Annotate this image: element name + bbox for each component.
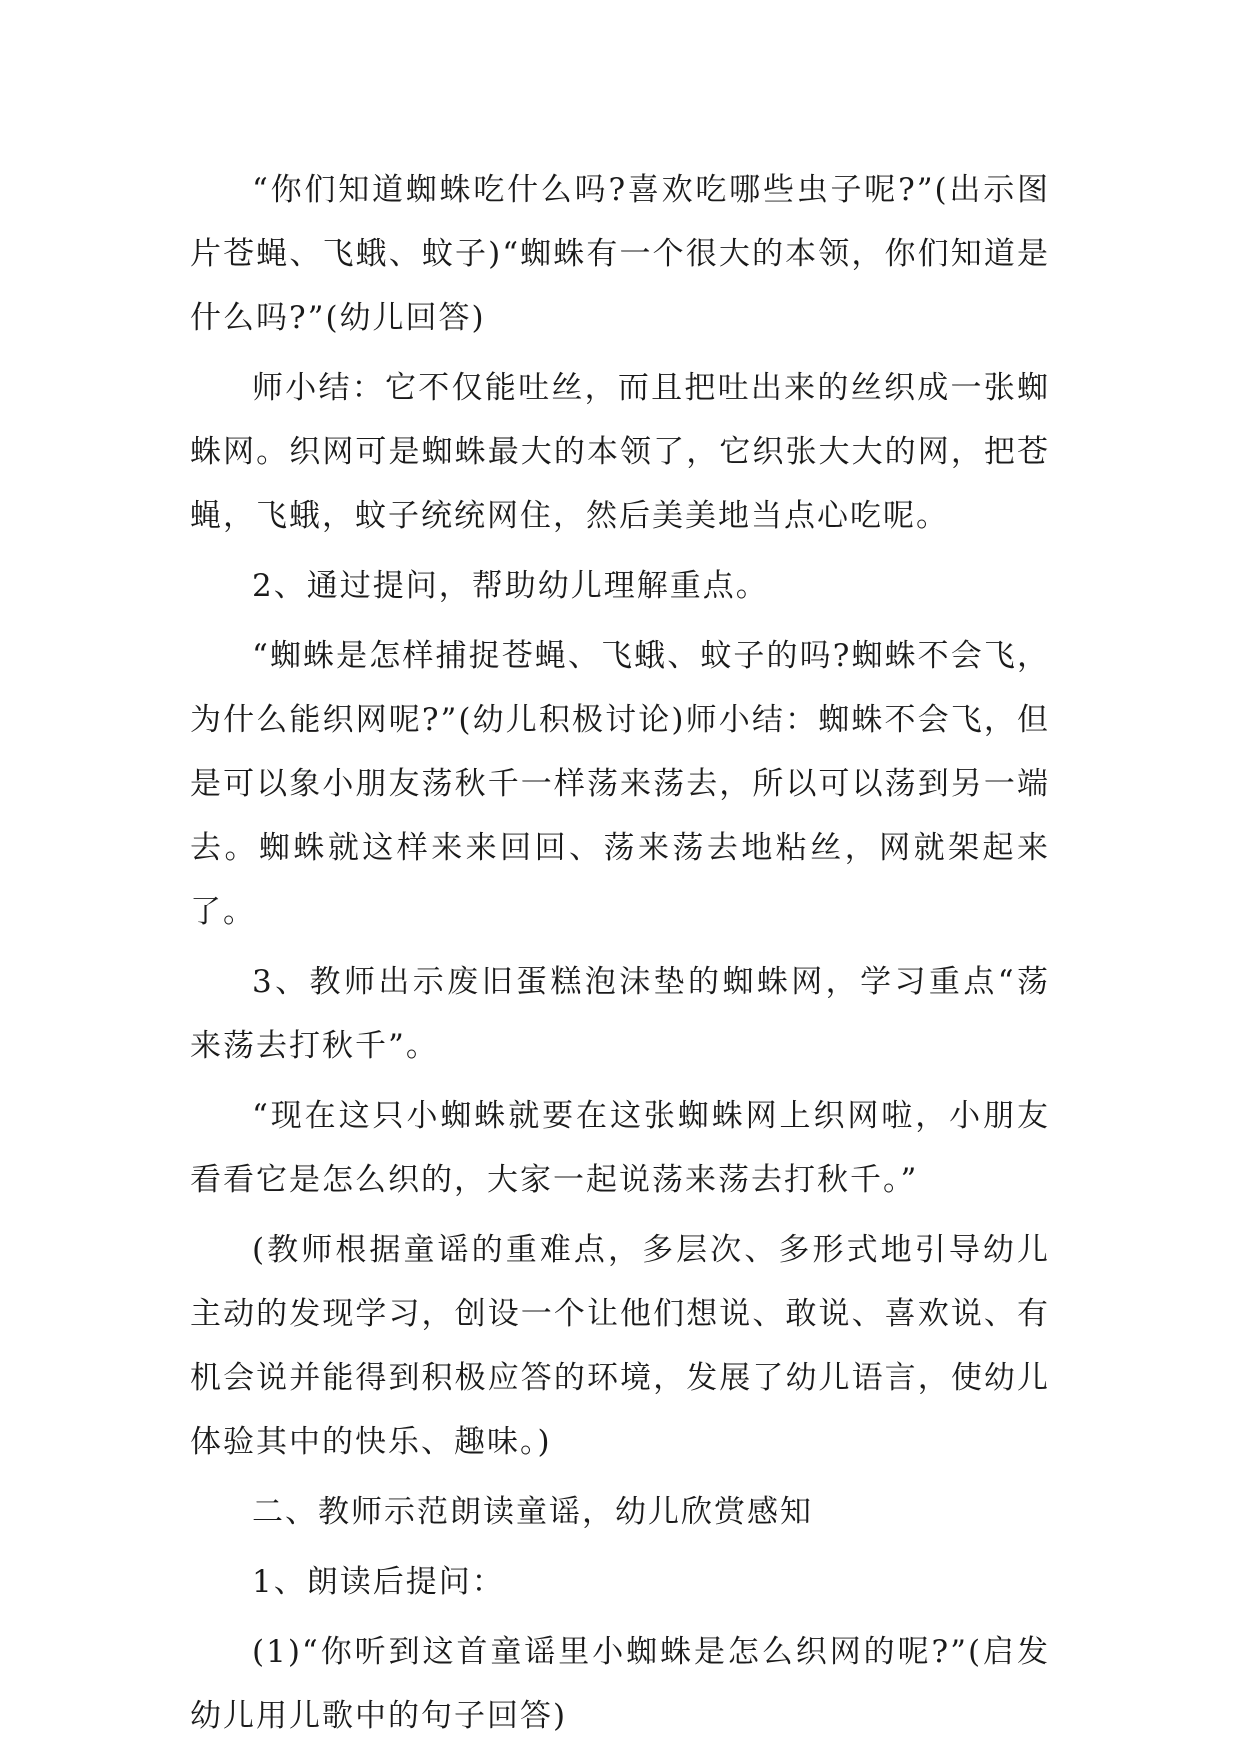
- paragraph-2: 师小结：它不仅能吐丝，而且把吐出来的丝织成一张蜘蛛网。织网可是蜘蛛最大的本领了，它织张大大的网，把苍蝇，飞蛾，蚊子统统网住，然后美美地当点心吃呢。: [190, 370, 1050, 534]
- paragraph-3: 2、通过提问，帮助幼儿理解重点。: [252, 568, 769, 604]
- paragraph-4: “蜘蛛是怎样捕捉苍蝇、飞蛾、蚊子的吗?蜘蛛不会飞，为什么能织网呢?”(幼儿积极讨论)师小结：蜘蛛不会飞，但是可以象小朋友荡秋千一样荡来荡去，所以可以荡到另一端去。蜘蛛就这样来来回回、荡来荡去地粘丝，网就架起来了。: [190, 638, 1050, 930]
- paragraph-5: 3、教师出示废旧蛋糕泡沫垫的蜘蛛网，学习重点“荡来荡去打秋千”。: [190, 964, 1050, 1064]
- document-body: [190, 158, 1050, 1748]
- paragraph-1: “你们知道蜘蛛吃什么吗?喜欢吃哪些虫子呢?”(出示图片苍蝇、飞蛾、蚊子)“蜘蛛有一个很大的本领，你们知道是什么吗?”(幼儿回答): [190, 172, 1050, 336]
- paragraph-8: 二、教师示范朗读童谣，幼儿欣赏感知: [252, 1494, 813, 1530]
- paragraph-9: 1、朗读后提问：: [252, 1564, 505, 1600]
- paragraph-7: (教师根据童谣的重难点，多层次、多形式地引导幼儿主动的发现学习，创设一个让他们想说、敢说、喜欢说、有机会说并能得到积极应答的环境，发展了幼儿语言，使幼儿体验其中的快乐、趣味。): [190, 1232, 1050, 1460]
- paragraph-10: (1)“你听到这首童谣里小蜘蛛是怎么织网的呢?”(启发幼儿用儿歌中的句子回答): [190, 1634, 1050, 1734]
- paragraph-6: “现在这只小蜘蛛就要在这张蜘蛛网上织网啦，小朋友看看它是怎么织的，大家一起说荡来荡去打秋千。”: [190, 1098, 1050, 1198]
